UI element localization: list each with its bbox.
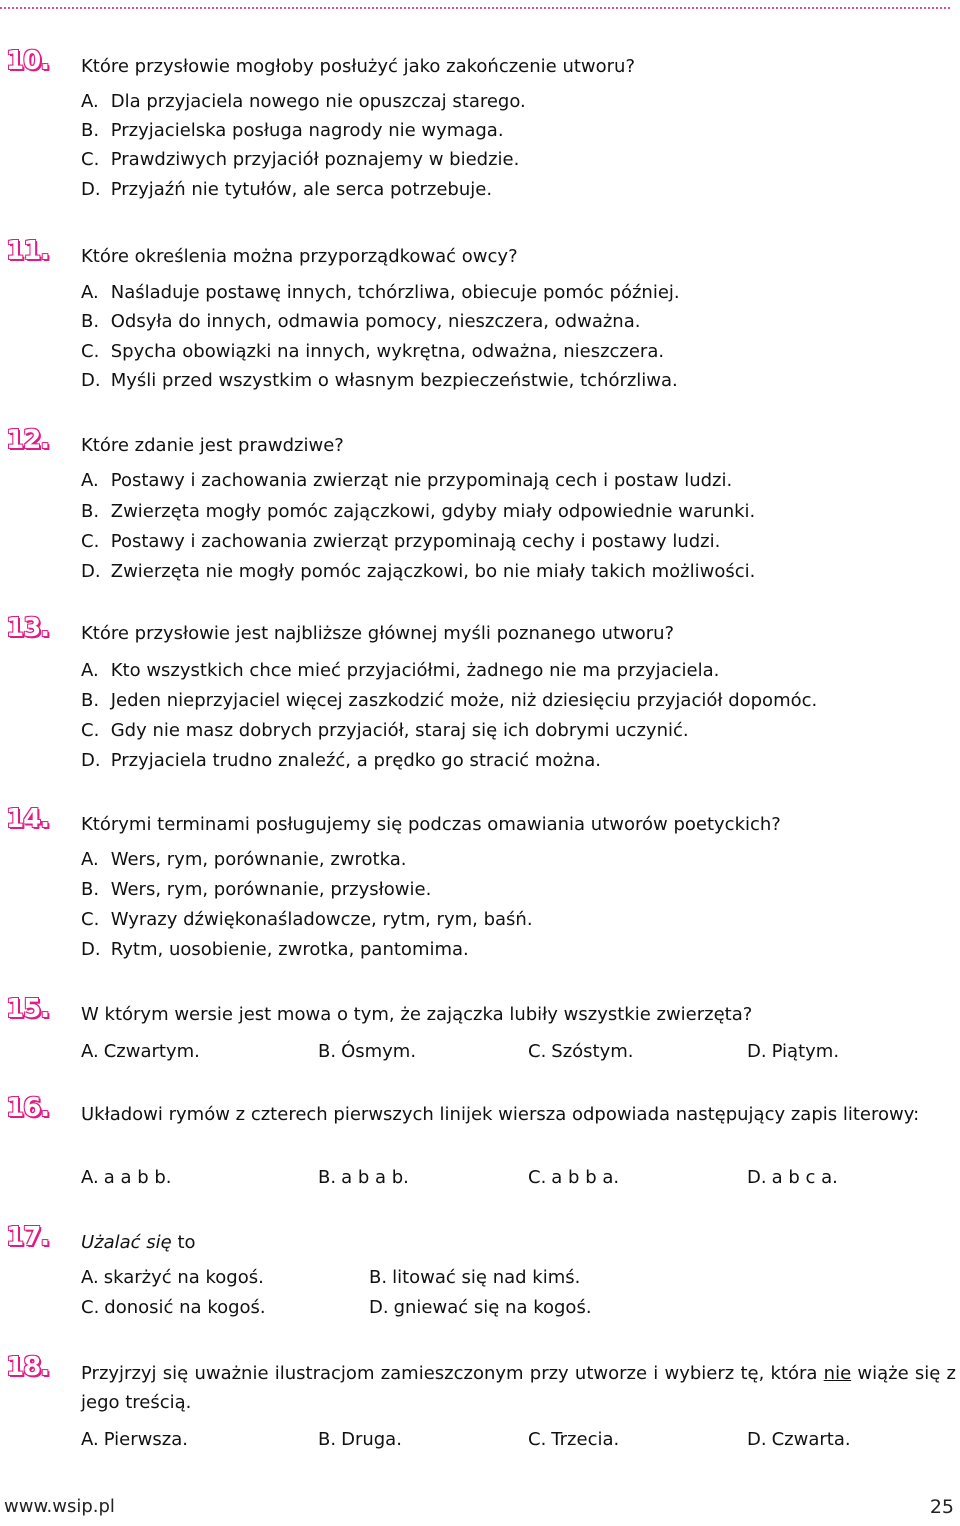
option-letter: D. — [81, 561, 101, 582]
option-d — [81, 746, 601, 776]
option-b — [81, 875, 431, 905]
option-letter: B. — [81, 501, 100, 522]
option-letter: B. — [318, 1429, 337, 1450]
option-text: Zwierzęta nie mogły pomóc zajączkowi, bo nie miały takich możliwości. — [110, 561, 756, 582]
stem-part-1: Przyjrzyj się uważnie ilustracjom zamieszczonym przy utworze i wybierz tę, która — [81, 1363, 824, 1384]
question-stem: Które przysłowie mogłoby posłużyć jako zakończenie utworu? — [81, 56, 636, 77]
publisher-url: www.wsip.pl — [4, 1496, 115, 1517]
stem-part-2: wiąże się z jego treścią. — [81, 1363, 956, 1413]
option-b — [318, 1425, 402, 1455]
option-text: Czwarta. — [771, 1429, 851, 1450]
option-d — [747, 1163, 838, 1193]
option-b — [81, 497, 755, 527]
stem-rest: to — [171, 1232, 196, 1253]
option-letter: A. — [81, 282, 99, 303]
option-text: Rytm, uosobienie, zwrotka, pantomima. — [110, 939, 469, 960]
option-text: Dla przyjaciela nowego nie opuszczaj starego. — [110, 91, 526, 112]
option-text: Odsyła do innych, odmawia pomocy, nieszczera, odważna. — [110, 311, 641, 332]
option-letter: D. — [81, 179, 101, 200]
option-text: Piątym. — [771, 1041, 840, 1062]
option-text: a b b a. — [551, 1167, 620, 1188]
option-text: Druga. — [341, 1429, 402, 1450]
option-text: Wyrazy dźwiękonaśladowcze, rytm, rym, baśń. — [110, 909, 533, 930]
option-letter: D. — [81, 370, 101, 391]
option-text: Prawdziwych przyjaciół poznajemy w biedzie. — [110, 149, 520, 170]
option-letter: A. — [81, 1041, 99, 1062]
option-letter: B. — [81, 690, 100, 711]
option-letter: D. — [81, 750, 101, 771]
option-letter: D. — [747, 1429, 767, 1450]
option-d — [369, 1293, 592, 1323]
question-stem: Którymi terminami posługujemy się podczas omawiania utworów poetyckich? — [81, 814, 781, 835]
question-stem: Układowi rymów z czterech pierwszych linijek wiersza odpowiada następujący zapis literowy: — [81, 1104, 920, 1125]
option-a — [81, 1425, 188, 1455]
option-b — [81, 686, 817, 716]
question-number: 15. — [6, 994, 50, 1024]
option-d — [747, 1037, 839, 1067]
option-letter: D. — [747, 1167, 767, 1188]
option-letter: C. — [81, 531, 100, 552]
option-letter: B. — [318, 1041, 337, 1062]
top-dotted-divider — [0, 7, 950, 9]
option-text: Zwierzęta mogły pomóc zajączkowi, gdyby miały odpowiednie warunki. — [110, 501, 756, 522]
option-text: Pierwsza. — [103, 1429, 188, 1450]
option-c — [528, 1425, 619, 1455]
question-stem: Które zdanie jest prawdziwe? — [81, 435, 344, 456]
question-stem — [81, 1228, 196, 1258]
option-text: Postawy i zachowania zwierząt przypominają cechy i postawy ludzi. — [110, 531, 721, 552]
option-d — [81, 366, 678, 396]
option-d — [747, 1425, 851, 1455]
option-a — [81, 1037, 200, 1067]
option-d — [81, 175, 492, 205]
option-text: Postawy i zachowania zwierząt nie przypominają cech i postaw ludzi. — [110, 470, 733, 491]
option-c — [81, 716, 689, 746]
question-number: 13. — [6, 613, 50, 643]
option-c — [528, 1163, 619, 1193]
option-letter: B. — [81, 311, 100, 332]
option-c — [81, 337, 664, 367]
option-a — [81, 1163, 172, 1193]
option-c — [81, 145, 519, 175]
option-text: Myśli przed wszystkim o własnym bezpieczeństwie, tchórzliwa. — [110, 370, 678, 391]
option-d — [81, 557, 755, 587]
question-number: 12. — [6, 425, 50, 455]
option-text: a b c a. — [771, 1167, 838, 1188]
option-b — [318, 1037, 416, 1067]
option-text: Trzecia. — [551, 1429, 620, 1450]
option-text: Spycha obowiązki na innych, wykrętna, odważna, nieszczera. — [110, 341, 665, 362]
stem-italic-phrase: Użalać się — [81, 1232, 172, 1253]
option-letter: A. — [81, 849, 99, 870]
option-letter: A. — [81, 1167, 99, 1188]
question-number: 18. — [6, 1352, 50, 1382]
option-text: Wers, rym, porównanie, zwrotka. — [110, 849, 407, 870]
option-letter: C. — [528, 1041, 547, 1062]
option-letter: C. — [81, 909, 100, 930]
option-text: Jeden nieprzyjaciel więcej zaszkodzić może, niż dziesięciu przyjaciół dopomóc. — [110, 690, 818, 711]
option-letter: D. — [81, 939, 101, 960]
option-letter: B. — [81, 879, 100, 900]
option-b — [81, 307, 640, 337]
question-number: 14. — [6, 804, 50, 834]
question-stem: W którym wersie jest mowa o tym, że zajączka lubiły wszystkie zwierzęta? — [81, 1004, 753, 1025]
option-letter: C. — [528, 1167, 547, 1188]
option-a — [81, 1263, 264, 1293]
option-text: Szóstym. — [551, 1041, 634, 1062]
option-a — [81, 87, 526, 117]
option-a — [81, 845, 406, 875]
option-text: a b a b. — [341, 1167, 409, 1188]
option-c — [81, 527, 720, 557]
option-letter: C. — [81, 720, 100, 741]
question-stem — [81, 1359, 956, 1417]
option-b — [318, 1163, 409, 1193]
option-letter: D. — [369, 1297, 389, 1318]
question-number: 11. — [6, 236, 50, 266]
option-letter: A. — [81, 1429, 99, 1450]
option-text: Przyjaciela trudno znaleźć, a prędko go stracić można. — [110, 750, 602, 771]
option-text: Czwartym. — [103, 1041, 200, 1062]
option-letter: D. — [747, 1041, 767, 1062]
question-number: 10. — [6, 46, 50, 76]
option-text: donosić na kogoś. — [104, 1297, 266, 1318]
option-c — [81, 905, 533, 935]
option-d — [81, 935, 469, 965]
question-stem: Które przysłowie jest najbliższe głównej myśli poznanego utworu? — [81, 623, 675, 644]
stem-underlined-word: nie — [823, 1363, 852, 1384]
option-letter: C. — [81, 1297, 100, 1318]
option-text: gniewać się na kogoś. — [393, 1297, 592, 1318]
option-text: Gdy nie masz dobrych przyjaciół, staraj się ich dobrymi uczynić. — [110, 720, 689, 741]
page-number: 25 — [929, 1496, 954, 1518]
option-letter: A. — [81, 91, 99, 112]
option-letter: A. — [81, 660, 99, 681]
option-c — [81, 1293, 266, 1323]
option-letter: B. — [318, 1167, 337, 1188]
option-text: Ósmym. — [341, 1041, 417, 1062]
option-a — [81, 466, 732, 496]
option-letter: C. — [528, 1429, 547, 1450]
option-letter: B. — [81, 120, 100, 141]
option-text: a a b b. — [103, 1167, 172, 1188]
option-letter: C. — [81, 149, 100, 170]
option-text: Przyjaźń nie tytułów, ale serca potrzebuje. — [110, 179, 493, 200]
option-letter: A. — [81, 1267, 99, 1288]
option-b — [81, 116, 504, 146]
option-a — [81, 656, 719, 686]
option-text: litować się nad kimś. — [392, 1267, 581, 1288]
question-stem: Które określenia można przyporządkować owcy? — [81, 246, 518, 267]
option-letter: A. — [81, 470, 99, 491]
option-text: Naśladuje postawę innych, tchórzliwa, obiecuje pomóc później. — [110, 282, 680, 303]
option-text: Wers, rym, porównanie, przysłowie. — [110, 879, 432, 900]
question-number: 17. — [6, 1222, 50, 1252]
option-a — [81, 278, 680, 308]
option-letter: B. — [369, 1267, 388, 1288]
option-text: Przyjacielska posługa nagrody nie wymaga. — [110, 120, 504, 141]
option-text: Kto wszystkich chce mieć przyjaciółmi, żadnego nie ma przyjaciela. — [110, 660, 720, 681]
option-c — [528, 1037, 634, 1067]
option-letter: C. — [81, 341, 100, 362]
option-text: skarżyć na kogoś. — [103, 1267, 264, 1288]
option-b — [369, 1263, 580, 1293]
question-number: 16. — [6, 1093, 50, 1123]
